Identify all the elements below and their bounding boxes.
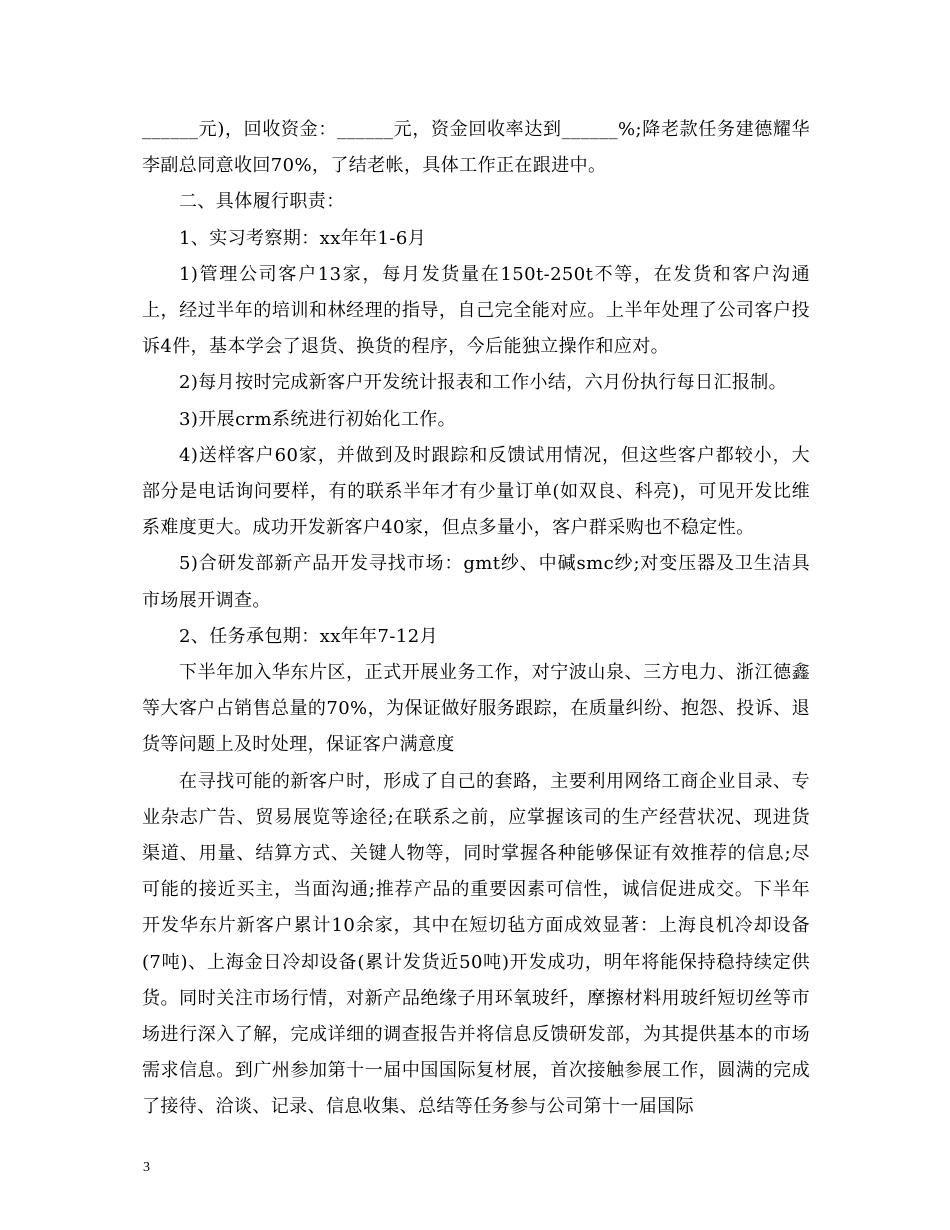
paragraph-item-5: 5)合研发部新产品开发寻找市场：gmt纱、中碱smc纱;对变压器及卫生洁具市场展开调查。 — [142, 553, 810, 611]
paragraph-new-customers: 在寻找可能的新客户时，形成了自己的套路，主要利用网络工商企业目录、专业杂志广告、贸易展览等途径;在联系之前，应掌握该司的生产经营状况、现进货渠道、用量、结算方式、关键人物等，同时掌握各种能够保证有效推荐的信息;尽可能的接近买主，当面沟通;推荐产品的重要因素可信性，诚信促进成交。下半年开发华东片新客户累计10余家，其中在短切毡方面成效显著：上海良机冷却设备(7吨)、上海金日冷却设备(累计发货近50吨)开发成功，明年将能保持稳持续定供货。同时关注市场行情，对新产品绝缘子用环氧玻纤，摩擦材料用玻纤短切丝等市场进行深入了解，完成详细的调查报告并将信息反馈研发部，为其提供基本的市场需求信息。到广州参加第十一届中国国际复材展，首次接触参展工作，圆满的完成了接待、洽谈、记录、信息收集、总结等任务参与公司第十一届国际 — [142, 770, 810, 1118]
paragraph-item-3: 3)开展crm系统进行初始化工作。 — [179, 408, 457, 430]
paragraph-east-china: 下半年加入华东片区，正式开展业务工作，对宁波山泉、三方电力、浙江德鑫等大客户占销售总量的70%，为保证做好服务跟踪，在质量纠纷、抱怨、投诉、退货等问题上及时处理，保证客户满意度 — [142, 662, 810, 756]
document-body — [142, 112, 810, 1126]
paragraph-continuation: ______元)，回收资金：______元，资金回收率达到______%;降老款任务建德耀华李副总同意收回70%，了结老帐，具体工作正在跟进中。 — [142, 119, 810, 177]
paragraph-item-2: 2)每月按时完成新客户开发统计报表和工作小结，六月份执行每日汇报制。 — [179, 372, 788, 394]
subheading-contract-period: 2、任务承包期：xx年年7-12月 — [179, 625, 438, 647]
subheading-internship-period: 1、实习考察期：xx年年1-6月 — [179, 227, 427, 249]
page-number: 3 — [143, 1160, 150, 1175]
paragraph-item-1: 1)管理公司客户13家，每月发货量在150t-250t不等，在发货和客户沟通上，经过半年的培训和林经理的指导，自己完全能对应。上半年处理了公司客户投诉4件，基本学会了退货、换货的程序，今后能独立操作和应对。 — [142, 263, 810, 358]
paragraph-item-4: 4)送样客户60家，并做到及时跟踪和反馈试用情况，但这些客户都较小，大部分是电话询问要样，有的联系半年才有少量订单(如双良、科亮)，可见开发比维系难度更大。成功开发新客户40家，但点多量小，客户群采购也不稳定性。 — [142, 444, 810, 539]
section-heading-duties: 二、具体履行职责： — [179, 191, 345, 213]
